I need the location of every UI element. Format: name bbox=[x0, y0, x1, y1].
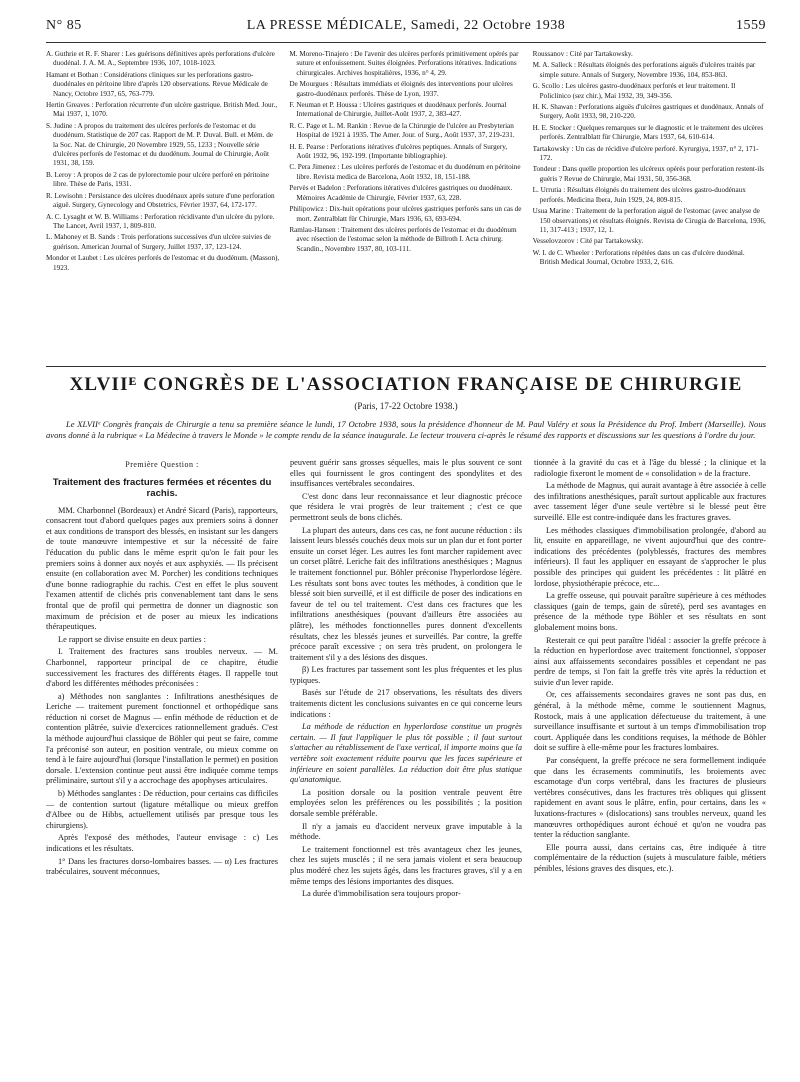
reference-entry: Pervès et Badelon : Perforations itératives d'ulcères gastriques ou duodénaux. Mémoires Académie de Chirurgie, Février 1937, 63, 228. bbox=[289, 184, 513, 202]
bibliography-column-1 bbox=[46, 50, 279, 360]
paragraph: La position dorsale ou la position ventrale peuvent être employées selon les préférences ou les possibilités ; la position dorsale semble préférable. bbox=[290, 787, 522, 818]
reference-entry: H. E. Pearse : Perforations itératives d'ulcères peptiques. Annals of Surgery, Août 1932, 96, 192-199. (Importante bibliographie). bbox=[289, 142, 508, 161]
page-number: 1559 bbox=[736, 18, 766, 33]
reference-entry: R. Lewisohn : Persistance des ulcères duodénaux après suture d'une perforation aiguë. Surgery, Gynecology and Obstetrics, Février 1937, 64, 172-177. bbox=[46, 191, 275, 210]
paragraph: La plupart des auteurs, dans ces cas, ne font aucune réduction : ils laissent leurs blessés couchés deux mois sur un plan dur et font porter ensuite un corset léger. Les autres les font marcher rapidement avec un corset plâtré. Leriche fait des infiltrations anesthésiques ; Magnus le traitement fonctionnel pur. Böhler préconise l'hyperlordose légère. Les résultats sont bons avec toutes les méthodes, à condition que le blessé soit bien surveillé, et il est difficile de poser des indications en faveur de tel ou tel traitement. C'est dans ces fractures que les infiltrations anesthésiques (pouvant d'ailleurs être associées au plâtre), les méthodes fonctionnelles pures donnent d'excellents résultats, chez les blessés jeunes et surveillés. Par contre, la greffe précoce paraît excessive ; on sera très prudent, on prolongera le traitement s'il y a des lésions des disques. bbox=[290, 525, 522, 662]
reference-entry: G. Scollo : Les ulcères gastro-duodénaux perforés et leur traitement. Il Policlinico (sez chir.), Mai 1932, 39, 349-356. bbox=[532, 82, 736, 100]
paragraph: La greffe osseuse, qui pouvait paraître supérieure à ces méthodes classiques (gain de temps, gain de sûreté), perd ses avantages en présence de la méthode type Böhler et ses résultats en sont globalement moins bons. bbox=[534, 591, 766, 632]
reference-entry: S. Judine : A propos du traitement des ulcères perforés de l'estomac et du duodénum. Statistique de 207 cas. Rapport de M. P. Duval. Bull. et Mém. de la Soc. Nat. de Chirurgie, 20 Novembre 1929, 55, 1233 ; Nouvelle série d'ulcères perforés de l'estomac et du duodénum. Journal de Chirurgie, Août 1931, 38, 159. bbox=[46, 121, 273, 168]
reference-entry: H. K. Shawan : Perforations aiguës d'ulcères gastriques et duodénaux. Annals of Surgery, Août 1933, 98, 210-220. bbox=[532, 103, 764, 121]
congress-subtitle: (Paris, 17-22 Octobre 1938.) bbox=[354, 401, 458, 411]
reference-entry: B. Leroy : A propos de 2 cas de pylorectomie pour ulcère perforé en péritoine libre. Thèse de Paris, 1931. bbox=[46, 170, 269, 189]
journal-title: LA PRESSE MÉDICALE, Samedi, 22 Octobre 1938 bbox=[246, 18, 566, 33]
paragraph: La méthode de réduction en hyperlordose constitue un progrès certain. — Il faut l'appliquer le plus tôt possible ; il faut surtout s'attacher au rétablissement de l'axe vertical, il importe moins que la vertèbre soit exactement réduite pourvu que les faces supérieure et inférieure en soient parallèles. La réduction doit être plus statique qu'anatomique. bbox=[290, 722, 522, 785]
bibliography-column-3 bbox=[533, 50, 766, 360]
reference-entry: L. Mahoney et B. Sands : Trois perforations successives d'un ulcère suivies de guérison. American Journal of Surgery, Juillet 1937, 37, 123-124. bbox=[46, 233, 271, 251]
reference-entry: Usua Marine : Traitement de la perforation aiguë de l'estomac (avec analyse de 150 observations) et résultats éloignés. Revista de Cirugia de Barcelona, 1936, 11, 317-413 ; 1937, 12, 1. bbox=[532, 207, 766, 234]
paragraph: C'est donc dans leur reconnaissance et leur diagnostic précoce que résidera le vrai progrès de leur traitement ; c'est ce que permettront seuls de bons clichés. bbox=[290, 491, 522, 522]
congress-title: XLVIIᴱ CONGRÈS DE L'ASSOCIATION FRANÇAISE DE CHIRURGIE bbox=[69, 374, 743, 395]
page-number-label: N° 85 bbox=[46, 18, 82, 33]
reference-entry: A. C. Lysaght et W. B. Williams : Perforation récidivante d'un ulcère du pylore. The Lancet, Avril 1937, 1, 809-810. bbox=[46, 212, 275, 230]
article-column-3 bbox=[534, 458, 766, 1070]
paragraph: La durée d'immobilisation sera toujours propor- bbox=[302, 889, 461, 899]
congress-intro: Le XLVIIᵉ Congrès français de Chirurgie a tenu sa première séance le lundi, 17 Octobre 1938, sous la présidence d'honneur de M. Paul Valéry et sous la Présidence du Prof. Imbert (Marseille). Nous avons donné à la rubrique « La Médecine à travers le Monde » le compte rendu de la séance inaugurale. Le lecteur trouvera ci-après le résumé des rapports et discussions sur les questions à l'ordre du jour. bbox=[46, 419, 766, 440]
paragraph: Par conséquent, la greffe précoce ne sera formellement indiquée que dans les écrasements comminutifs, les broiements avec escamotage d'un corps vertébral, dans les fractures de plusieurs vertèbres consécutives, dans les fractures très obliques qui glissent rapidement en avant sous le plâtre, enfin, pour certains, dans les « luxations-fractures » (dislocations) sans troubles nerveux, quand les manœuvres orthopédiques auront échoué et qu'on ne voudra pas tenter la réduction sanglante. bbox=[534, 756, 766, 840]
paragraph: I. Traitement des fractures sans troubles nerveux. — M. Charbonnel, rapporteur principal de ce chapitre, étudie successivement les fractures des différents étages. Il rappelle tout d'abord les différentes méthodes préconisées : bbox=[46, 647, 278, 689]
paragraph: Basés sur l'étude de 217 observations, les résultats des divers traitements dictent les conclusions suivantes en ce qui concerne leurs indications : bbox=[290, 688, 522, 719]
reference-entry: A. Guthrie et R. F. Sharer : Les guérisons définitives après perforations d'ulcère duodénal. J. A. M. A., Septembre 1936, 107, 1018-1023. bbox=[46, 50, 275, 68]
reference-entry: Tartakowsky : Un cas de récidive d'ulcère perforé. Kyrurgiya, 1937, n° 2, 171-172. bbox=[532, 144, 759, 163]
paragraph: β) Les fractures par tassement sont les plus fréquentes et les plus typiques. bbox=[290, 665, 522, 685]
paragraph: a) Méthodes non sanglantes : Infiltrations anesthésiques de Leriche — traitement purement fonctionnel et orthopédique sans réduction ni corset de Magnus — enfin méthode de réduction et de contention plâtrée, suivie d'exercices rationnellement gradués. C'est la méthode aujourd'hui classique de Böhler qui peut se faire, comme l'a préconisé son auteur, en position ventrale, ou mieux comme on tend à le faire aujourd'hui (lorsque l'installation le permet) en position dorsale. L'extension continue peut aussi être indiquée comme temps préliminaire, surtout s'il y a accrochage des apophyses articulaires. bbox=[46, 691, 278, 786]
paragraph: La méthode de Magnus, qui aurait avantage à être associée à celle des infiltrations anesthésiques, paraît surtout applicable aux fractures avec tassement léger d'une seule vertèbre si le blessé peut être surveillé. Elle est contre-indiquée dans les fractures graves. bbox=[534, 481, 766, 522]
paragraph: Or, ces affaissements secondaires graves ne sont pas dus, en général, à la méthode même, comme le soutiennent Magnus, Rostock, mais à une application défectueuse du traitement, à une surveillance insuffisante et surtout à un temps d'immobilisation trop court. Appliquée dans les conditions requises, la méthode de Böhler doit se suffire à elle-même pour les fractures lombaires. bbox=[534, 690, 766, 753]
reference-entry: De Mourgues : Résultats immédiats et éloignés des interventions pour ulcères gastro-duodénaux perforés. Thèse de Lyon, 1937. bbox=[289, 80, 513, 98]
reference-entry: Hertin Greaves : Perforation récurrente d'un ulcère gastrique. British Med. Jour., Mai 1937, 1, 1070. bbox=[46, 101, 278, 119]
paragraph: Il n'y a jamais eu d'accident nerveux grave imputable à la méthode. bbox=[290, 821, 522, 842]
reference-entry: M. A. Salleck : Résultats éloignés des perforations aiguës d'ulcères traités par simple suture. Annals of Surgery, Novembre 1936, 104, 853-863. bbox=[532, 61, 756, 79]
paragraph: Le rapport se divise ensuite en deux parties : bbox=[58, 634, 206, 644]
paragraph: peuvent guérir sans grosses séquelles, mais le plus souvent ce sont elles qui fournissent le gros contingent des spondylites et des insuffisances vertébrales secondaires. bbox=[290, 458, 522, 489]
question-heading: Première Question : bbox=[125, 460, 199, 469]
reference-entry: Roussanov : Cité par Tartakowsky. bbox=[532, 50, 633, 58]
paragraph: tionnée à la gravité du cas et à l'âge du blessé ; la clinique et la radiologie fixeront le moment de « consolidation » de la fracture. bbox=[534, 458, 766, 478]
header-rule bbox=[46, 42, 766, 43]
reference-entry: Tondeur : Dans quelle proportion les ulcéreux opérés pour perforation restent-ils guéris ? Revue de Chirurgie, Mai 1931, 50, 356-368. bbox=[532, 165, 765, 183]
bibliography bbox=[46, 50, 766, 360]
paragraph: MM. Charbonnel (Bordeaux) et André Sicard (Paris), rapporteurs, consacrent tout d'abord quelques pages aux premiers soins à donner et aux conditions de transport des blessés, en insistant sur les dangers de toute manœuvre intempestive et sur la nécessité de faire l'éducation du public dans le même esprit qu'on le fait pour les premiers soins à donner aux noyés et aux asphyxiés. — Ils précisent ensuite (en collaboration avec M. Porcher) les conditions techniques d'une bonne radiographie du rachis. C'est en effet le plus souvent l'examen attentif de clichés pris convenablement tant dans le sens frontal que de profil qui permettra de donner un diagnostic son maximum de précision et de poser au mieux les indications thérapeutiques. bbox=[46, 505, 278, 632]
reference-entry: Vesselovzorov : Cité par Tartakowsky. bbox=[532, 237, 644, 246]
reference-entry: Philipowicz : Dix-huit opérations pour ulcères gastriques perforés sans un cas de mort. Zentralblatt für Chirurgie, Mars 1936, 63, 693-694. bbox=[289, 205, 522, 223]
reference-entry: R. C. Page et L. M. Rankin : Revue de la Chirurgie de l'ulcère au Presbyterian Hospital de 1921 à 1935. The Amer. Jour. of Surg., Août 1937, 37, 219-231. bbox=[289, 121, 515, 140]
page-header bbox=[46, 18, 766, 40]
reference-entry: W. I. de C. Wheeler : Perforations répétées dans un cas d'ulcère duodénal. British Medical Journal, Octobre 1933, 2, 616. bbox=[532, 248, 745, 267]
article-column-2 bbox=[290, 458, 522, 1070]
reference-entry: H. E. Stocker : Quelques remarques sur le diagnostic et le traitement des ulcères perforés. Zentralblatt für Chirurgie, Mars 1937, 64, 610-614. bbox=[532, 123, 764, 142]
paragraph: Elle pourra aussi, dans certains cas, être indiquée à titre complémentaire de la réduction (sujets à musculature faible, métiers pénibles, lésions graves des disques, etc.). bbox=[534, 842, 766, 873]
reference-entry: Hamant et Bothan : Considérations cliniques sur les perforations gastro-duodénales en péritoine libre d'après 120 observations. Revue Médicale de Nancy, Octobre 1937, 65, 763-779. bbox=[46, 70, 268, 98]
paragraph: Après l'exposé des méthodes, l'auteur envisage : c) Les indications et les résultats. bbox=[46, 833, 278, 853]
question-title: Traitement des fractures fermées et récentes du rachis. bbox=[52, 476, 272, 500]
bibliography-column-2 bbox=[289, 50, 522, 360]
reference-entry: Ramlau-Hansen : Traitement des ulcères perforés de l'estomac et du duodénum avec résection de l'estomac selon la méthode de Billroth I. Acta chirurg. Scandin., Novembre 1937, 80, 103-111. bbox=[289, 225, 517, 253]
paragraph: 1° Dans les fractures dorso-lombaires basses. — α) Les fractures trabéculaires, souvent méconnues, bbox=[46, 856, 278, 877]
reference-entry: Mondor et Laubet : Les ulcères perforés de l'estomac et du duodénum. (Masson), 1923. bbox=[46, 254, 280, 272]
reference-entry: M. Moreno-Tinajero : De l'avenir des ulcères perforés primitivement opérés par suture et enfouissement. Suites éloignées. Perforations itératives. Indications chirurgicales. Archives hospitalières, 1936, n° 4, 29. bbox=[289, 50, 519, 77]
reference-entry: L. Urrutia : Résultats éloignés du traitement des ulcères gastro-duodénaux perforés. Medicina Ibera, Juin 1929, 24, 809-815. bbox=[532, 186, 746, 204]
paragraph: b) Méthodes sanglantes : De réduction, pour certains cas difficiles — de contention surtout (ligature métallique ou mieux greffon d'Albee ou de Hibbs, actuellement utilisés par presque tous les chirurgiens). bbox=[46, 789, 278, 830]
article-column-1 bbox=[46, 458, 278, 1070]
article-body bbox=[46, 458, 766, 1070]
paragraph: Resterait ce qui peut paraître l'idéal : associer la greffe précoce à la réduction en hyperlordose avec traitement fonctionnel, s'opposer ainsi aux affaissements secondaires possibles et cependant ne pas perdre de temps, si l'on fait la greffe très vite après la réduction et suivie d'un lever rapide. bbox=[534, 635, 766, 687]
paragraph: Les méthodes classiques d'immobilisation prolongée, d'abord au lit, ensuite en appareillage, ne vivent aujourd'hui que des contre-indications des précédentes (polyblessés, fractures des membres inférieurs). Il faut les appliquer en essayant de s'approcher le plus possible des principes qui guident les précédentes : lit plâtré en lordose, physiothérapie précoce, etc... bbox=[534, 525, 766, 588]
reference-entry: F. Neuman et P. Houssa : Ulcères gastriques et duodénaux perforés. Journal International de Chirurgie, Juillet-Août 1937, 2, 383-427. bbox=[289, 101, 507, 119]
paragraph: Le traitement fonctionnel est très avantageux chez les jeunes, chez les sujets musclés ; il ne sera jamais violent et sera beaucoup plus modéré chez les sujets âgés, dans les fractures graves, s'il y a en même temps des lésions importantes des disques. bbox=[290, 844, 522, 886]
section-divider bbox=[46, 366, 766, 367]
reference-entry: C. Pera Jimenez : Les ulcères perforés de l'estomac et du duodénum en péritoine libre. Revista medica de Barcelona, Août 1932, 18, 151-188. bbox=[289, 163, 521, 181]
